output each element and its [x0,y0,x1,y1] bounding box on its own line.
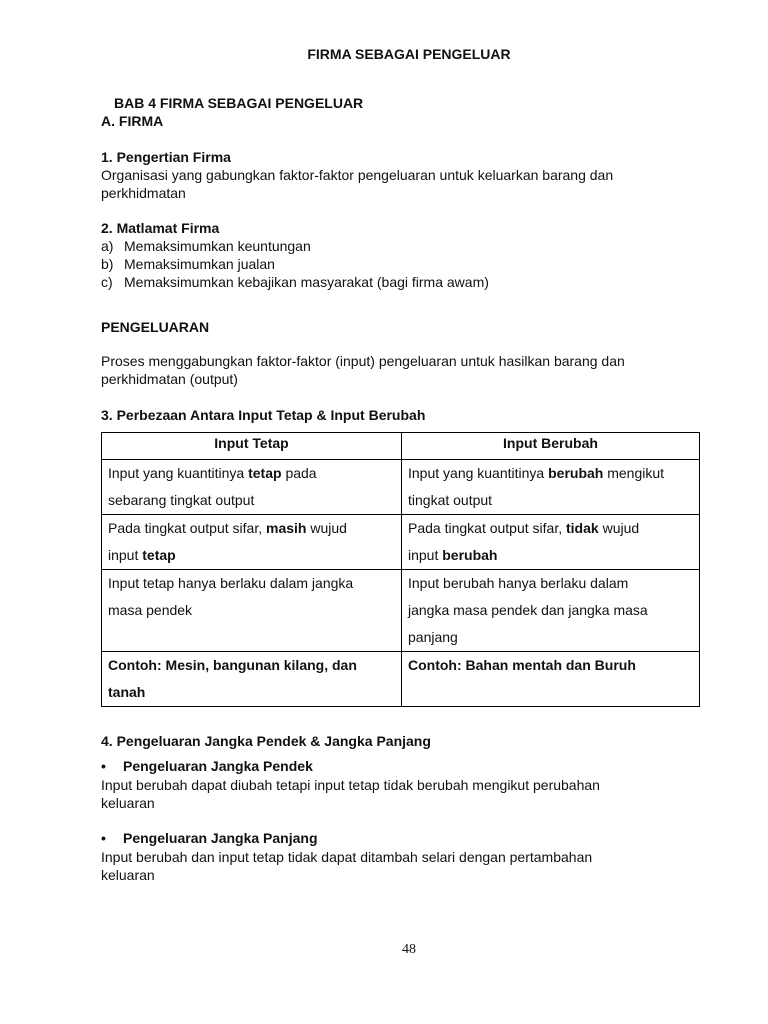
bullet-marker: • [101,758,106,774]
table-cell [102,515,402,570]
pengeluaran-line: Proses menggabungkan faktor-faktor (input) pengeluaran untuk hasilkan barang dan [101,353,625,369]
cell-emphasis: tidak [566,520,599,536]
pengertian-heading: 1. Pengertian Firma [101,149,231,165]
table-cell [102,652,402,707]
chapter-heading: BAB 4 FIRMA SEBAGAI PENGELUAR [114,95,364,111]
list-marker: b) [101,256,114,272]
column-header: Input Berubah [402,433,700,460]
cell-emphasis: tetap [248,465,282,481]
table-row [102,460,700,515]
page-number: 48 [402,942,416,957]
list-item-text: Memaksimumkan kebajikan masyarakat (bagi firma awam) [124,274,489,290]
bullet-marker: • [101,830,106,846]
cell-text: input [108,547,143,563]
pengertian-line: perkhidmatan [101,185,186,201]
cell-text: Input berubah hanya berlaku dalam [408,575,629,591]
cell-text: Input yang kuantitinya [408,465,549,481]
short-run-line: keluaran [101,795,155,811]
comparison-table [101,432,700,707]
perbezaan-heading: 3. Perbezaan Antara Input Tetap & Input Berubah [101,407,426,423]
long-run-line: Input berubah dan input tetap tidak dapat ditambah selari dengan pertambahan [101,849,593,865]
cell-text: Input tetap hanya berlaku dalam jangka [108,575,354,591]
table-row [102,570,700,652]
cell-emphasis: berubah [548,465,604,481]
matlamat-item [101,255,275,273]
matlamat-item [101,237,311,255]
list-item-text: Memaksimumkan keuntungan [124,238,311,254]
pengeluaran-heading: PENGELUARAN [101,319,210,335]
table-row [102,515,700,570]
table-cell [402,652,700,707]
cell-text: wujud [306,520,347,536]
cell-text: pada [281,465,317,481]
cell-text: tingkat output [408,492,493,508]
cell-emphasis: masih [266,520,307,536]
cell-emphasis: tetap [142,547,176,563]
cell-text: Contoh: Bahan mentah dan Buruh [408,657,636,673]
cell-text: jangka masa pendek dan jangka masa [408,602,648,618]
long-run-title: Pengeluaran Jangka Panjang [123,830,318,846]
list-marker: a) [101,238,114,254]
pengeluaran-line: perkhidmatan (output) [101,371,238,387]
table-header-row [102,433,700,460]
pengertian-line: Organisasi yang gabungkan faktor-faktor pengeluaran untuk keluarkan barang dan [101,167,614,183]
table-cell [102,570,402,652]
short-run-heading [101,757,313,775]
column-header: Input Tetap [102,433,402,460]
cell-text: panjang [408,629,458,645]
cell-text: Contoh: Mesin, bangunan kilang, dan [108,657,357,673]
cell-text: sebarang tingkat output [108,492,255,508]
cell-text: Input yang kuantitinya [108,465,249,481]
table-cell [402,515,700,570]
table-row [102,652,700,707]
matlamat-item [101,273,489,291]
list-item-text: Memaksimumkan jualan [124,256,275,272]
cell-text: wujud [598,520,640,536]
document-title: FIRMA SEBAGAI PENGELUAR [307,46,511,62]
matlamat-heading: 2. Matlamat Firma [101,220,220,236]
long-run-heading [101,829,318,847]
short-run-title: Pengeluaran Jangka Pendek [123,758,313,774]
cell-text: Pada tingkat output sifar, [408,520,566,536]
section-a-heading: A. FIRMA [101,113,164,129]
table-cell [402,570,700,652]
cell-text: input [408,547,443,563]
long-run-line: keluaran [101,867,155,883]
cell-emphasis: berubah [442,547,498,563]
list-marker: c) [101,274,113,290]
short-run-line: Input berubah dapat diubah tetapi input tetap tidak berubah mengikut perubahan [101,777,600,793]
cell-text: mengikut [603,465,665,481]
table-cell [102,460,402,515]
cell-text: masa pendek [108,602,193,618]
cell-text: tanah [108,684,146,700]
table-cell [402,460,700,515]
cell-text: Pada tingkat output sifar, [108,520,266,536]
jangka-heading: 4. Pengeluaran Jangka Pendek & Jangka Panjang [101,733,431,749]
